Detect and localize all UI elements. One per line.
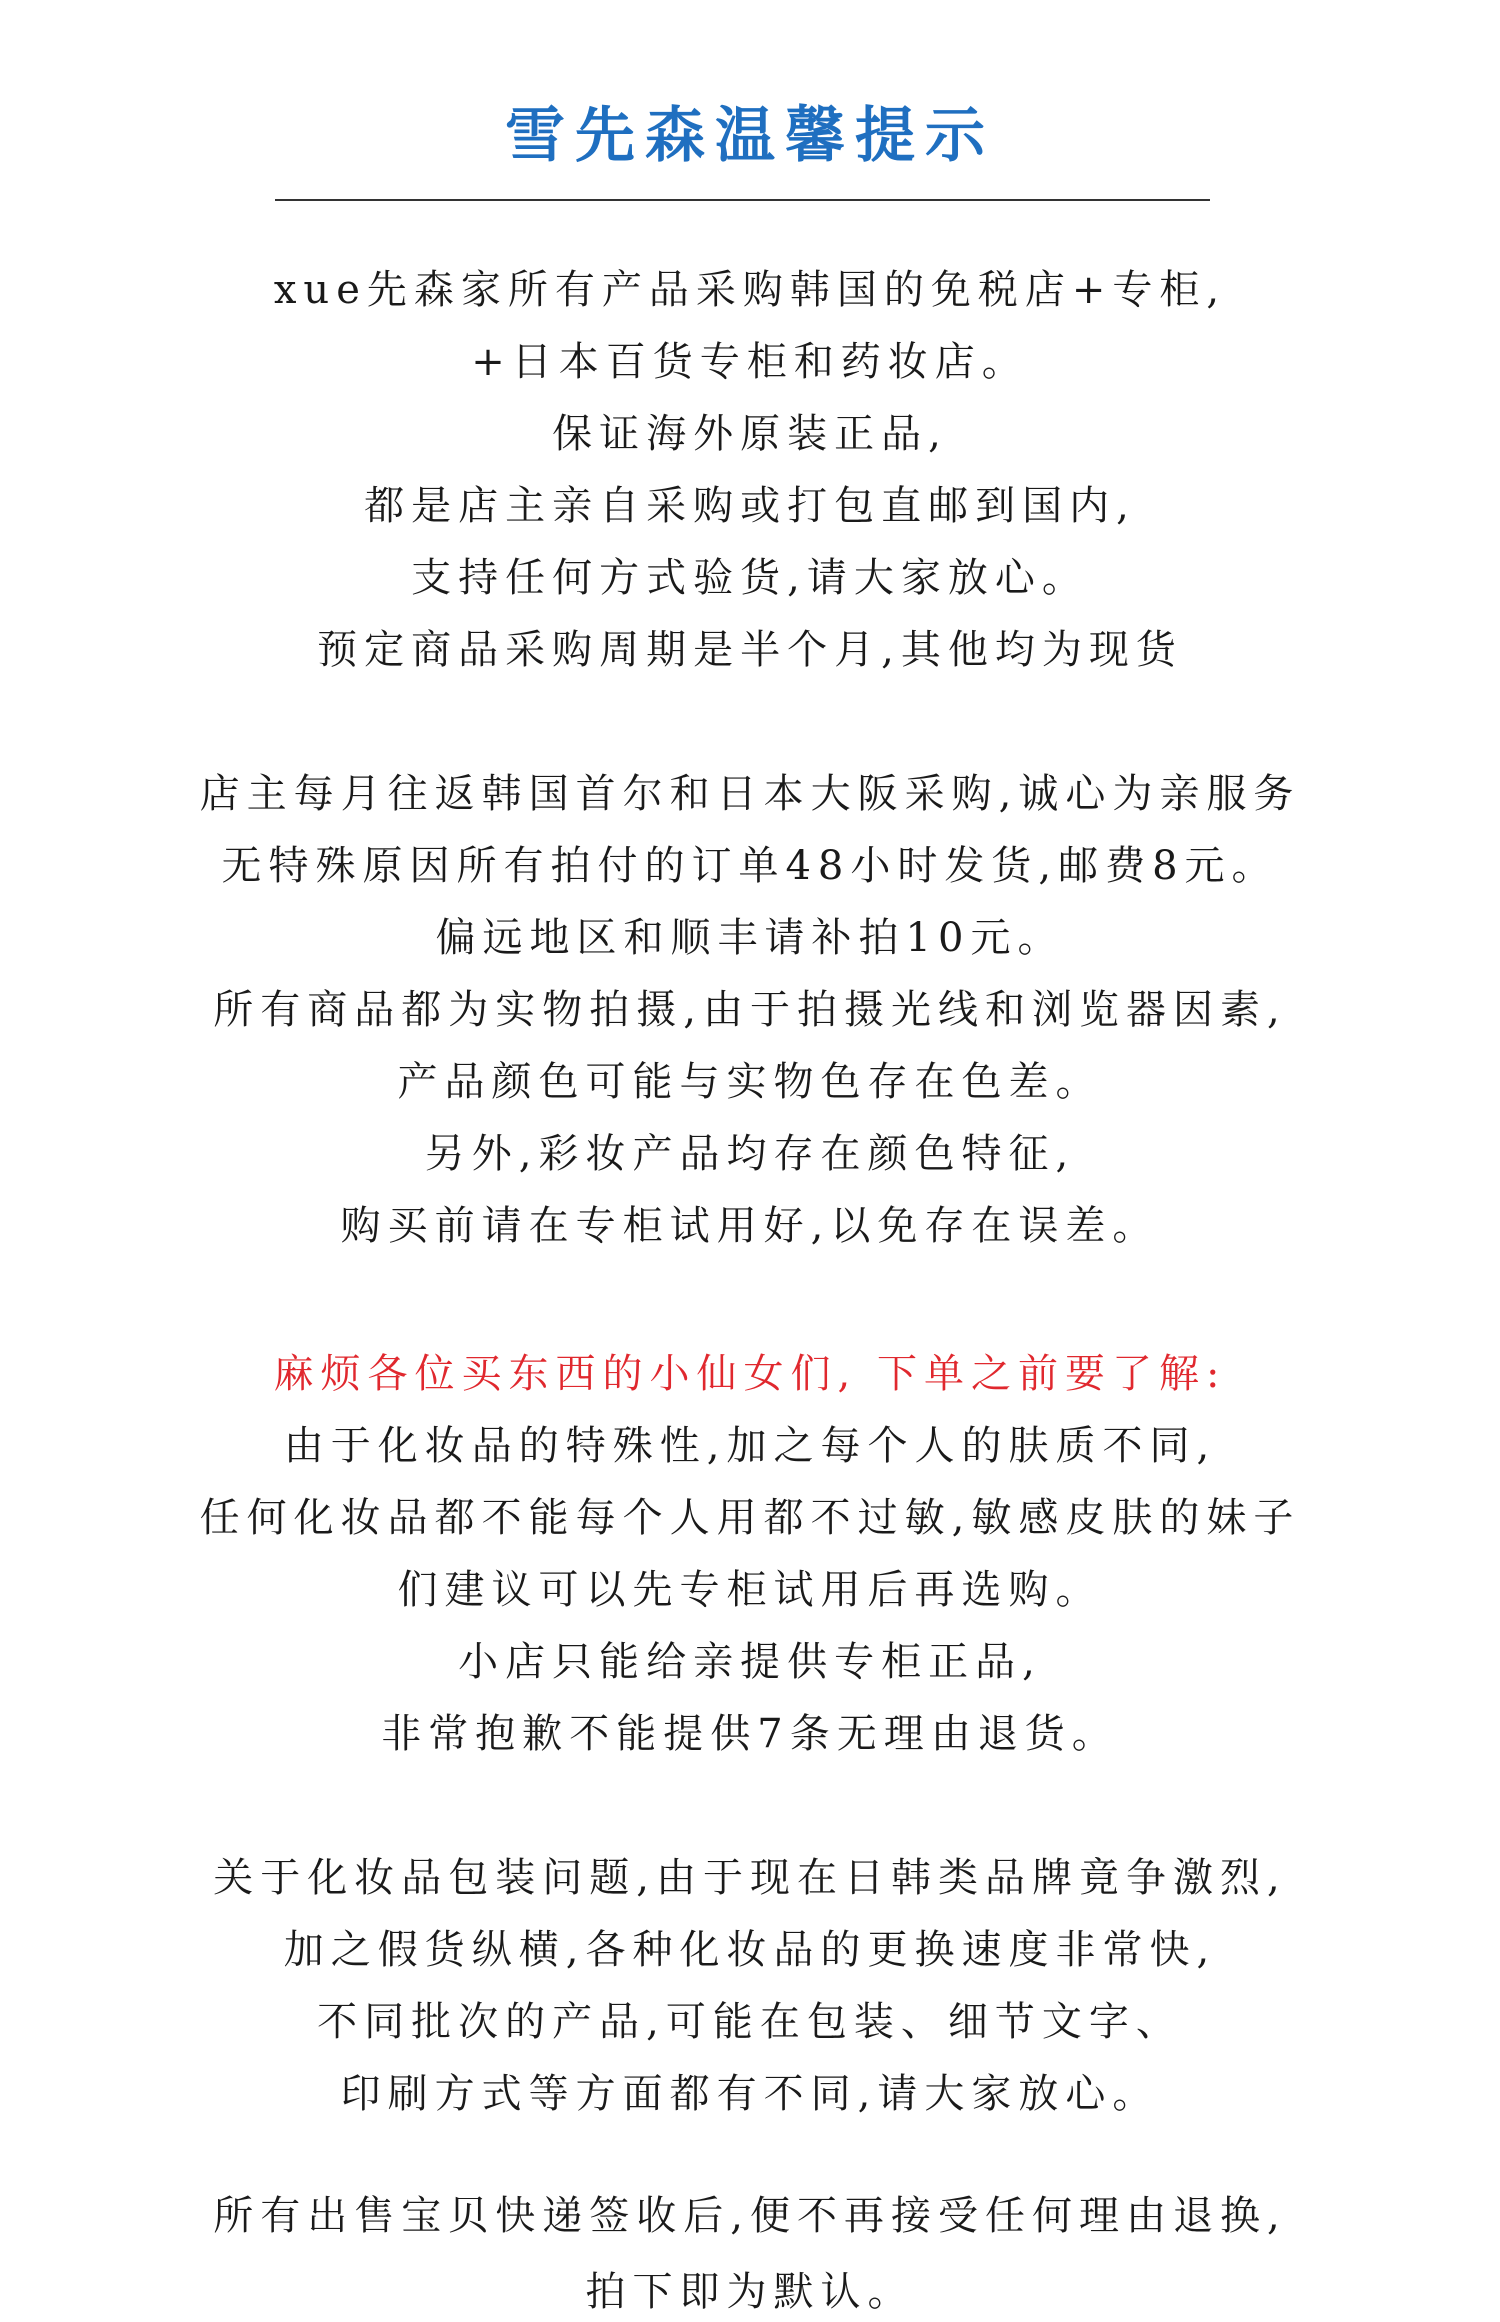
page-title: 雪先森温馨提示: [505, 101, 995, 171]
notice-line: 所有出售宝贝快递签收后,便不再接受任何理由退换,: [213, 2193, 1287, 2239]
notice-line: 所有商品都为实物拍摄,由于拍摄光线和浏览器因素,: [213, 987, 1287, 1033]
notice-line: 任何化妆品都不能每个人用都不过敏,敏感皮肤的妹子: [199, 1495, 1301, 1541]
title-divider: [275, 199, 1210, 201]
notice-line: 偏远地区和顺丰请补拍10元。: [435, 915, 1065, 961]
notice-line: 小店只能给亲提供专柜正品,: [458, 1639, 1042, 1685]
notice-line: 无特殊原因所有拍付的订单48小时发货,邮费8元。: [221, 843, 1279, 889]
notice-line: 拍下即为默认。: [585, 2269, 915, 2315]
notice-line: 支持任何方式验货,请大家放心。: [411, 555, 1089, 601]
notice-line: 购买前请在专柜试用好,以免存在误差。: [340, 1203, 1160, 1249]
notice-line: 另外,彩妆产品均存在颜色特征,: [424, 1131, 1076, 1177]
notice-line: 都是店主亲自采购或打包直邮到国内,: [364, 483, 1136, 529]
notice-line: 店主每月往返韩国首尔和日本大阪采购,诚心为亲服务: [199, 771, 1301, 817]
notice-line: 不同批次的产品,可能在包装、细节文字、: [317, 1999, 1183, 2045]
notice-line: 产品颜色可能与实物色存在色差。: [397, 1059, 1103, 1105]
notice-line: 非常抱歉不能提供7条无理由退货。: [381, 1711, 1119, 1757]
notice-line: 关于化妆品包装问题,由于现在日韩类品牌竟争激烈,: [213, 1855, 1287, 1901]
notice-heading: 麻烦各位买东西的小仙女们, 下单之前要了解:: [273, 1351, 1227, 1397]
notice-line: 加之假货纵横,各种化妆品的更换速度非常快,: [283, 1927, 1217, 1973]
notice-line: xue先森家所有产品采购韩国的免税店+专柜,: [273, 267, 1227, 313]
notice-line: 们建议可以先专柜试用后再选购。: [397, 1567, 1103, 1613]
notice-line: 印刷方式等方面都有不同,请大家放心。: [340, 2071, 1160, 2117]
notice-line: 由于化妆品的特殊性,加之每个人的肤质不同,: [283, 1423, 1217, 1469]
notice-line: 保证海外原装正品,: [552, 411, 948, 457]
notice-line: 预定商品采购周期是半个月,其他均为现货: [317, 627, 1183, 673]
notice-line: +日本百货专柜和药妆店。: [471, 339, 1029, 385]
